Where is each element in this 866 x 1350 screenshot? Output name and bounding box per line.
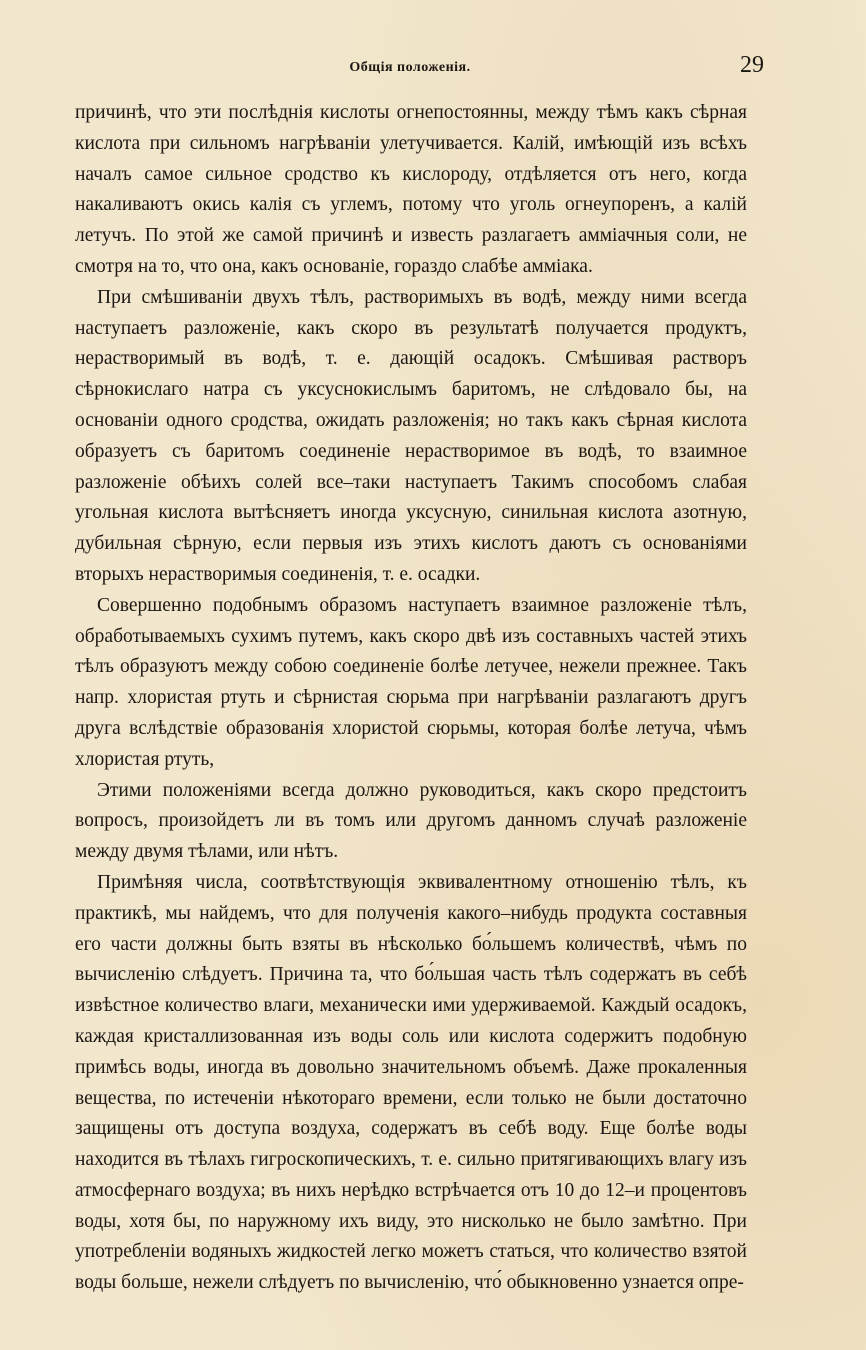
body-text [75, 98, 747, 1299]
page-number: 29 [740, 52, 764, 78]
paragraph: Примѣняя числа, соотвѣтствующія эквивалентному отношенію тѣлъ, къ практикѣ, мы найдемъ, что для полученія какого–нибудь продукта составныя его части должны быть взяты въ нѣсколько бо́льшемъ количествѣ, чѣмъ по вычисленію слѣдуетъ. Причина та, что бо́льшая часть тѣлъ содержатъ въ себѣ извѣстное количество влаги, механически ими удерживаемой. Каждый осадокъ, каждая кристаллизованная изъ воды соль или кислота содержитъ подобную примѣсь воды, иногда въ довольно значительномъ объемѣ. Даже прокаленныя вещества, по истеченіи нѣкотораго времени, если только не были достаточно защищены отъ доступа воздуха, содержатъ въ себѣ воду. Еще болѣе воды находится въ тѣлахъ гигроскопическихъ, т. е. сильно притягивающихъ влагу изъ атмосфернаго воздуха; въ нихъ нерѣдко встрѣчается отъ 10 до 12–и процентовъ воды, хотя бы, по наружному ихъ виду, это нисколько не было замѣтно. При употребленіи водяныхъ жидкостей легко можетъ статься, что количество взятой воды больше, нежели слѣдуетъ по вычисленію, что́ обыкновенно узнается опре- [75, 871, 747, 1294]
page-header [70, 52, 764, 86]
paragraph: При смѣшиваніи двухъ тѣлъ, растворимыхъ въ водѣ, между ними всегда наступаетъ разложеніе, какъ скоро въ результатѣ получается продуктъ, нерастворимый въ водѣ, т. е. дающій осадокъ. Смѣшивая растворъ сѣрнокислаго натра съ уксуснокислымъ баритомъ, не слѣдовало бы, на основаніи одного сродства, ожидать разложенія; но такъ какъ сѣрная кислота образуетъ съ баритомъ соединеніе нерастворимое въ водѣ, то взаимное разложеніе обѣихъ солей все–таки наступаетъ Такимъ способомъ слабая угольная кислота вытѣсняетъ иногда уксусную, синильная кислота азотную, дубильная сѣрную, если первыя изъ этихъ кислотъ даютъ съ основаніями вторыхъ нерастворимыя соединенія, т. е. осадки. [75, 286, 747, 585]
running-head: Общія положенія. [349, 60, 471, 75]
paragraph: причинѣ, что эти послѣднія кислоты огнепостоянны, между тѣмъ какъ сѣрная кислота при сильномъ нагрѣваніи улетучивается. Калій, имѣющій изъ всѣхъ началъ самое сильное сродство къ кислороду, отдѣляется отъ него, когда накаливаютъ окись калія съ углемъ, потому что уголь огнеупоренъ, а калій летучъ. По этой же самой причинѣ и известь разлагаетъ амміачныя соли, не смотря на то, что она, какъ основаніе, гораздо слабѣе амміака. [75, 102, 747, 277]
paragraph: Совершенно подобнымъ образомъ наступаетъ взаимное разложеніе тѣлъ, обработываемыхъ сухимъ путемъ, какъ скоро двѣ изъ составныхъ частей этихъ тѣлъ образуютъ между собою соединеніе болѣе летучее, нежели прежнее. Такъ напр. хлористая ртуть и сѣрнистая сюрьма при нагрѣваніи разлагаютъ другъ друга вслѣдствіе образованія хлористой сюрьмы, которая болѣе летуча, чѣмъ хлористая ртуть, [75, 594, 747, 770]
paragraph: Этими положеніями всегда должно руководиться, какъ скоро предстоитъ вопросъ, произойдетъ ли въ томъ или другомъ данномъ случаѣ разложеніе между двумя тѣлами, или нѣтъ. [75, 779, 747, 863]
